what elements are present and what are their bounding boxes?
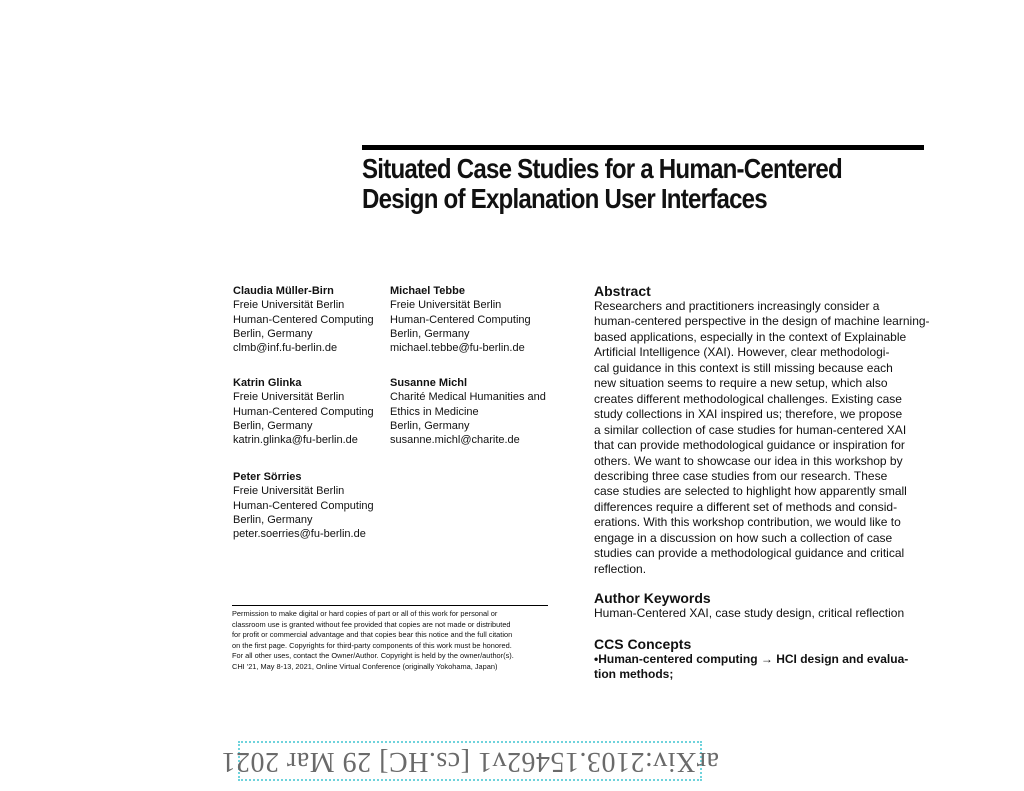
abstract-line: new situation seems to require a new setup, which also: [594, 376, 888, 391]
abstract-line: Researchers and practitioners increasingly consider a: [594, 299, 880, 313]
author-email: michael.tebbe@fu-berlin.de: [390, 342, 525, 355]
author-block-4: [390, 376, 546, 447]
arxiv-identifier: arXiv:2103.15462v1 [cs.HC] 29 Mar 2021: [220, 746, 720, 777]
permission-line: Permission to make digital or hard copies of part or all of this work for personal or: [232, 609, 498, 618]
permission-line: on the first page. Copyrights for third-party components of this work must be honored.: [232, 640, 512, 650]
abstract-line: describing three case studies from our research. These: [594, 468, 888, 483]
permission-line: for profit or commercial advantage and that copies bear this notice and the full citation: [232, 630, 513, 640]
author-email: clmb@inf.fu-berlin.de: [233, 342, 338, 355]
author-block-1: [233, 284, 374, 355]
author-affiliation: Freie Universität Berlin: [233, 485, 345, 498]
arxiv-stamp: [220, 741, 720, 781]
abstract-line: engage in a discussion on how such a collection of case: [594, 530, 893, 545]
ccs-heading: CCS Concepts: [594, 635, 692, 652]
permission-notice: [232, 609, 550, 673]
author-name: Susanne Michl: [390, 377, 468, 389]
abstract-line: creates different methodological challenges. Existing case: [594, 391, 902, 406]
author-location: Berlin, Germany: [233, 419, 313, 432]
author-name: Peter Sörries: [233, 471, 302, 483]
title-line-1: Situated Case Studies for a Human-Centered: [362, 153, 842, 184]
abstract-line: erations. With this workshop contribution, we would like to: [594, 515, 901, 530]
ccs-concepts: [594, 652, 934, 683]
permission-line: classroom use is granted without fee provided that copies are not made or distributed: [232, 619, 511, 629]
title-rule: [362, 145, 924, 150]
author-name: Claudia Müller-Birn: [233, 285, 334, 297]
paper-title: [362, 154, 861, 214]
keywords-text: Human-Centered XAI, case study design, critical reflection: [594, 606, 905, 621]
abstract-line: human-centered perspective in the design of machine learning-: [594, 314, 930, 329]
abstract-line: studies can provide a methodological guidance and critical: [594, 546, 905, 561]
right-column: [594, 283, 934, 683]
ccs-line: •Human-centered computing → HCI design and evalua-: [594, 651, 909, 666]
abstract-line: cal guidance in this context is still missing because each: [594, 360, 893, 375]
abstract-line: case studies are selected to highlight how apparently small: [594, 484, 907, 499]
author-location: Berlin, Germany: [390, 327, 470, 340]
permission-line: For all other uses, contact the Owner/Author. Copyright is held by the owner/author(s).: [232, 651, 514, 661]
author-department: Human-Centered Computing: [233, 499, 374, 512]
abstract-body: [594, 299, 934, 577]
abstract-line: Artificial Intelligence (XAI). However, clear methodologi-: [594, 345, 890, 360]
author-affiliation: Freie Universität Berlin: [233, 391, 345, 404]
author-location: Berlin, Germany: [233, 513, 313, 526]
abstract-heading: Abstract: [594, 283, 651, 299]
author-affiliation: Charité Medical Humanities and: [390, 391, 546, 404]
abstract-line: others. We want to showcase our idea in this workshop by: [594, 453, 903, 468]
author-department: Human-Centered Computing: [233, 405, 374, 418]
abstract-line: a similar collection of case studies for human-centered XAI: [594, 422, 907, 437]
author-block-2: [390, 284, 531, 355]
author-email: peter.soerries@fu-berlin.de: [233, 528, 366, 541]
author-department: Human-Centered Computing: [390, 313, 531, 326]
author-department: Ethics in Medicine: [390, 405, 479, 418]
author-name: Michael Tebbe: [390, 285, 465, 297]
abstract-line: that can provide methodological guidance or inspiration for: [594, 438, 905, 453]
author-email: susanne.michl@charite.de: [390, 434, 520, 447]
author-name: Katrin Glinka: [233, 377, 302, 389]
abstract-line: differences require a different set of methods and consid-: [594, 499, 898, 514]
abstract-line: reflection.: [594, 561, 647, 576]
author-location: Berlin, Germany: [233, 327, 313, 340]
author-department: Human-Centered Computing: [233, 313, 374, 326]
abstract-line: study collections in XAI inspired us; therefore, we propose: [594, 407, 903, 422]
abstract-line: based applications, especially in the context of Explainable: [594, 329, 907, 344]
keywords-heading: Author Keywords: [594, 590, 711, 607]
author-location: Berlin, Germany: [390, 419, 470, 432]
author-block-5: [233, 470, 374, 541]
author-affiliation: Freie Universität Berlin: [233, 299, 345, 312]
ccs-line: tion methods;: [594, 667, 674, 682]
author-email: katrin.glinka@fu-berlin.de: [233, 434, 358, 447]
title-line-2: Design of Explanation User Interfaces: [362, 183, 767, 214]
author-block-3: [233, 376, 374, 447]
permission-rule: [232, 605, 548, 606]
permission-line: CHI '21, May 8-13, 2021, Online Virtual Conference (originally Yokohama, Japan): [232, 661, 498, 671]
author-affiliation: Freie Universität Berlin: [390, 299, 502, 312]
